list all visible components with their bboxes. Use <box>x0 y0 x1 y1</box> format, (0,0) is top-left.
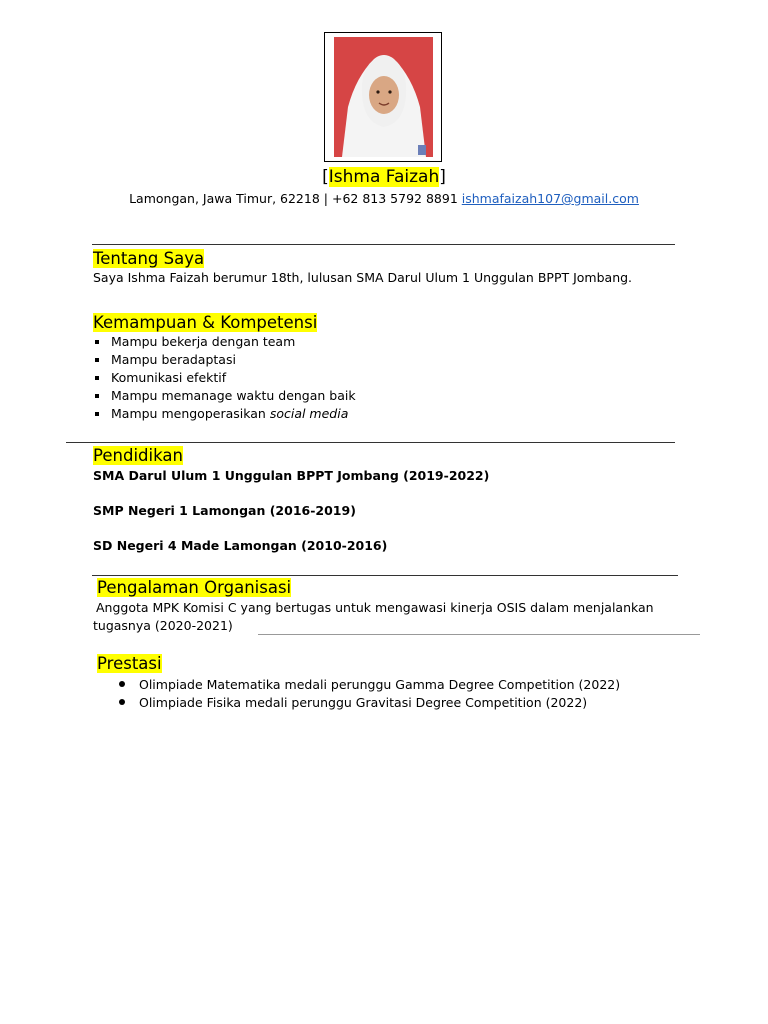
full-name: Ishma Faizah <box>328 167 440 187</box>
education-item: SMA Darul Ulum 1 Unggulan BPPT Jombang (2019-2022) <box>93 468 490 483</box>
organization-text-line2: tugasnya (2020-2021) <box>93 618 233 633</box>
profile-photo-frame <box>324 32 442 162</box>
list-item: Komunikasi efektif <box>93 369 653 387</box>
square-bullet-icon <box>95 394 99 398</box>
phone-number: +62 813 5792 8891 <box>331 191 458 206</box>
education-item: SD Negeri 4 Made Lamongan (2010-2016) <box>93 538 388 553</box>
achievements-heading: Prestasi <box>97 654 162 673</box>
square-bullet-icon <box>95 340 99 344</box>
about-text: Saya Ishma Faizah berumur 18th, lulusan SMA Darul Ulum 1 Unggulan BPPT Jombang. <box>93 270 633 285</box>
profile-photo <box>334 37 433 157</box>
section-divider <box>92 575 678 576</box>
about-heading: Tentang Saya <box>93 249 205 268</box>
round-bullet-icon <box>119 681 125 687</box>
organization-heading: Pengalaman Organisasi <box>97 578 292 597</box>
section-divider <box>92 244 675 245</box>
name-line <box>0 166 768 188</box>
email-link[interactable]: ishmafaizah107@gmail.com <box>461 191 639 206</box>
section-divider <box>258 634 700 635</box>
skills-list <box>93 333 653 423</box>
square-bullet-icon <box>95 358 99 362</box>
name-bracket-open: [ <box>322 167 329 187</box>
achievements-list <box>97 676 697 712</box>
list-item: Mampu bekerja dengan team <box>93 333 653 351</box>
list-item: Mampu mengoperasikan social media <box>93 405 653 423</box>
contact-line <box>0 191 768 207</box>
list-item: Olimpiade Matematika medali perunggu Gamma Degree Competition (2022) <box>97 676 697 694</box>
person-portrait-icon <box>334 37 433 157</box>
list-item: Mampu memanage waktu dengan baik <box>93 387 653 405</box>
list-item: Mampu beradaptasi <box>93 351 653 369</box>
skills-heading: Kemampuan & Kompetensi <box>93 313 318 332</box>
organization-text-line1: Anggota MPK Komisi C yang bertugas untuk mengawasi kinerja OSIS dalam menjalankan <box>96 600 654 615</box>
round-bullet-icon <box>119 699 125 705</box>
education-heading: Pendidikan <box>93 446 183 465</box>
section-divider <box>66 442 675 443</box>
education-item: SMP Negeri 1 Lamongan (2016-2019) <box>93 503 356 518</box>
contact-separator: | <box>323 191 328 206</box>
name-bracket-close: ] <box>439 167 446 187</box>
list-item: Olimpiade Fisika medali perunggu Gravitasi Degree Competition (2022) <box>97 694 697 712</box>
address: Lamongan, Jawa Timur, 62218 <box>129 191 320 206</box>
square-bullet-icon <box>95 412 99 416</box>
square-bullet-icon <box>95 376 99 380</box>
